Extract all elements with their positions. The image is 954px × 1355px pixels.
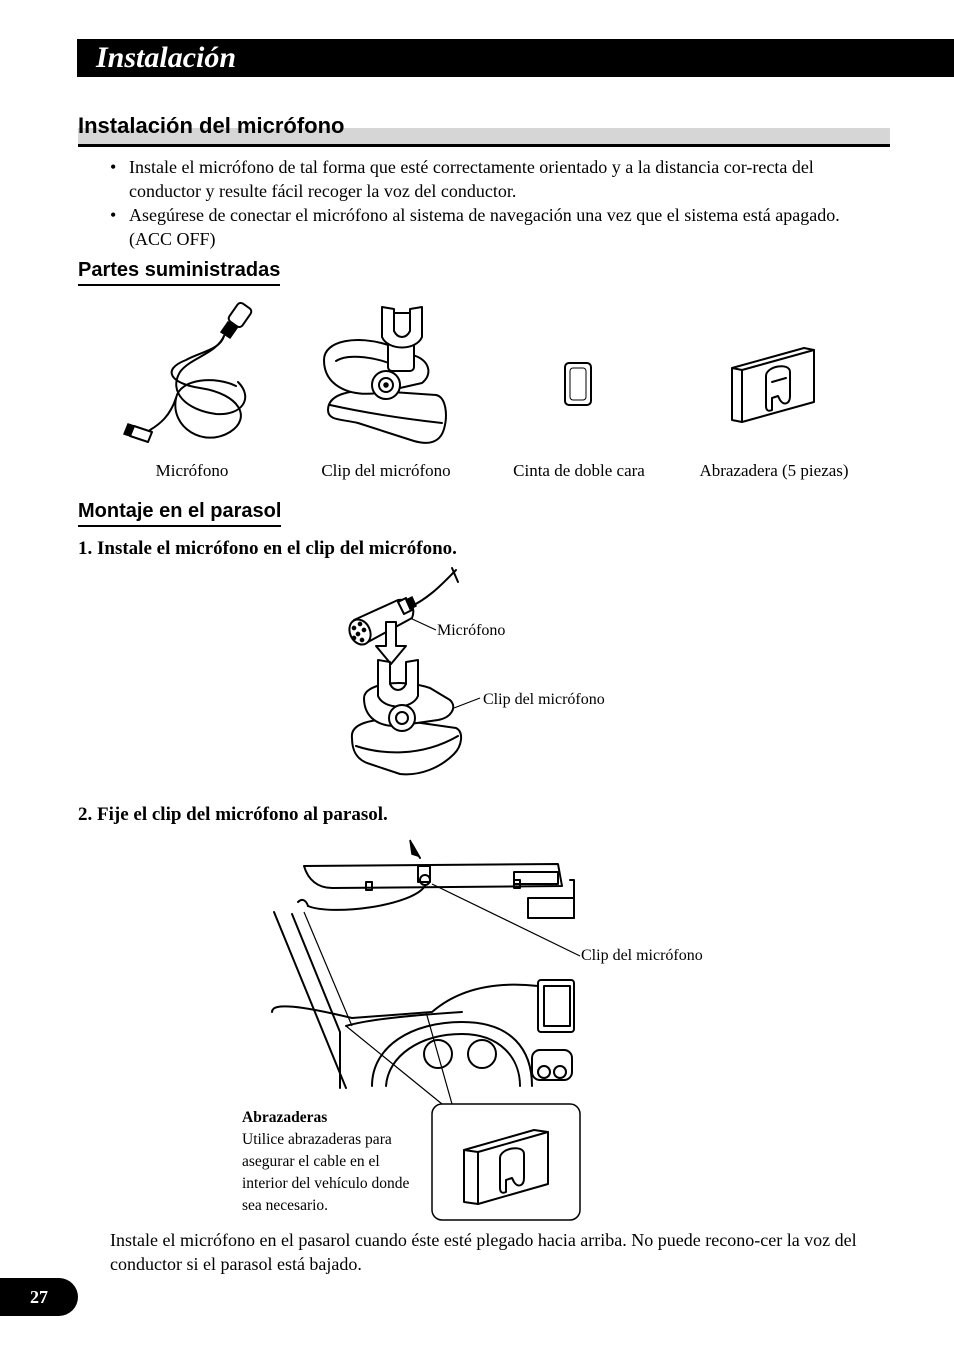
mic-into-clip-illustration [340,568,630,790]
section-title: Instalación del micrófono [78,113,345,138]
bullet-item: • Instale el micrófono de tal forma que esté correctamente orientado y a la distancia cor-recta del conductor y resulte fácil recoger la voz del conductor. [110,155,870,203]
callout-mic-clip-visor: Clip del micrófono [581,947,703,964]
callout-mic-clip: Clip del micrófono [483,691,605,708]
bullet-item: • Asegúrese de conectar el micrófono al sistema de navegación una vez que el sistema está apagado. (ACC OFF) [110,203,870,251]
parts-title: Partes suministradas [78,257,280,286]
note-title: Abrazaderas [242,1109,328,1126]
clamp-detail-box [430,1102,582,1222]
page-title: Instalación [96,41,237,74]
clamp-note [242,1107,427,1217]
step-1: 1. Instale el micrófono en el clip del micrófono. [78,538,457,559]
part-caption: Clip del micrófono [321,461,451,480]
page-number: 27 [0,1278,78,1316]
step-2: 2. Fije el clip del micrófono al parasol. [78,804,388,825]
footer-paragraph: Instale el micrófono en el pasarol cuando éste esté plegado hacia arriba. No puede recono-cer la voz del conductor si el parasol está bajado. [110,1230,857,1274]
car-interior-illustration [262,836,582,1092]
tape-icon [562,360,594,408]
section-rule [78,144,890,147]
note-body: Utilice abrazaderas para asegurar el cable en el interior del vehículo donde sea necesario. [242,1131,410,1214]
header-bar [77,39,954,77]
bullet-list [110,155,870,251]
clamp-icon [728,340,820,424]
mounting-title: Montaje en el parasol [78,498,281,527]
callout-microphone: Micrófono [437,622,506,639]
part-caption: Abrazadera (5 piezas) [699,461,849,480]
part-caption: Micrófono [155,461,229,480]
microphone-clip-icon [318,305,453,455]
part-caption: Cinta de doble cara [513,461,645,480]
microphone-icon [120,298,270,458]
